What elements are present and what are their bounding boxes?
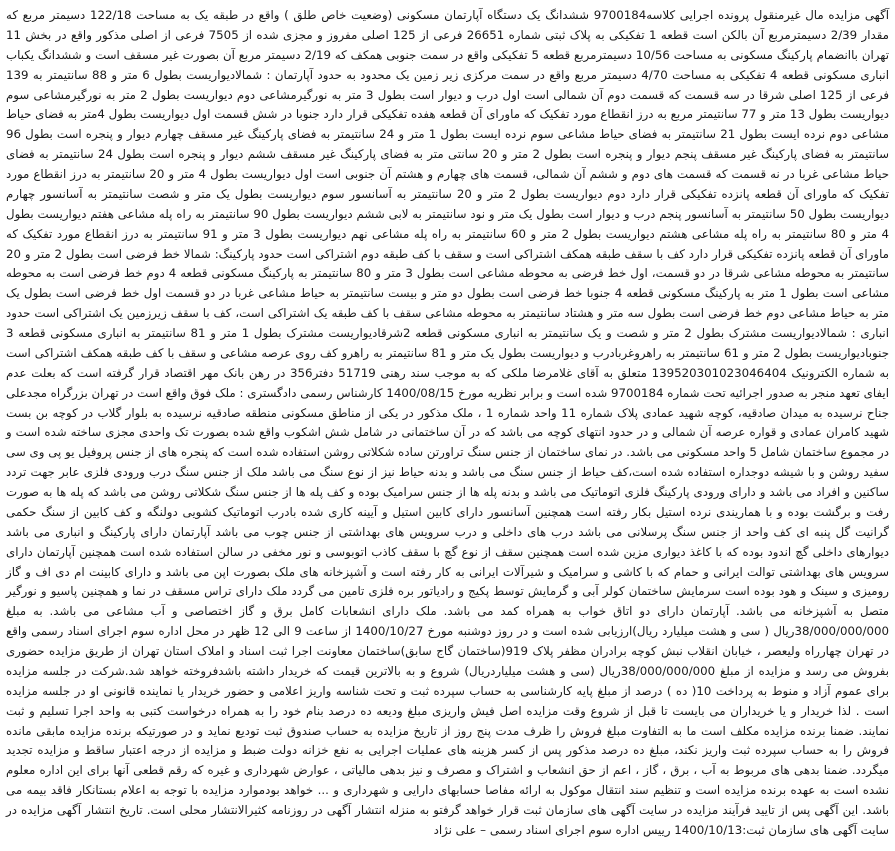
auction-notice-text: آگهی مزایده مال غیرمنقول پرونده اجرایی کلاسه9700184 ششدانگ یک دستگاه آپارتمان مسکونی (وضعیت خاص طلق ) واقع در طبقه یک به مساحت 122/18 دسیمتر مربع که مقدار 2/39 دسیمترمربع آن بالکن است قطعه 1 تفکیکی به پلاک ثبتی شماره 26651 فرعی از 125 اصلی مفروز و مجزی شده از 7505 فرعی از اصلی مذکور واقع در بخش 11 تهران باانضمام پارکینگ مسکونی به مساحت 10/56 دسیمترمربع قطعه 5 تفکیکی واقع در سمت جنوبی همکف که 2/19 دسیمتر مربع آن بصورت غیر مسقف است و ششدانگ یکباب انباری مسکونی قطعه 4 تفکیکی به مساحت 4/70 دسیمتر مربع واقع در سمت مرکزی زیر زمین یک محدود به حدود آپارتمان : شمالادیواریست بطول 6 متر و 88 سانتیمتر به 139 فرعی از 125 اصلی شرقا در سه قسمت که قسمت دوم آن شمالی است اول درب و دیوار است بطول 3 متر به نورگیرمشاعی دوم دیواریست بطول 2 متر به نورگیرمشاعی سوم دیواریست بطول 13 متر و 77 سانتیمتر مربع به درز انقطاع مورد تفکیک که ماورای آن قطعه هفده تفکیکی قرار دارد جنوبا در شش قسمت اول دیواریست بطول 4متر به فضای حیاط مشاعی دوم نرده ایست بطول 21 سانتیمتر به فضای حیاط مشاعی سوم نرده ایست بطول 1 متر و 24 سانتیمتر به فضای پارکینگ غیر مسقف چهارم دیوار و پنجره است بطول 96 سانتیمتر به فضای پارکینگ غیر مسقف پنجم دیوار و پنجره است بطول 2 متر و 20 سانتی متر به فضای پارکینگ غیر مسقف ششم دیوار و پنجره است بطول 24 سانتیمتر به فضای حیاط مشاعی غربا در نه قسمت که قسمت های دوم و ششم آن شمالی، قسمت های چهارم و هشتم آن جنوبی است اول دیواریست بطول 4 متر و 20 سانتیمتر به درز انقطاع مورد تفکیک که ماورای آن قطعه پانزده تفکیکی قرار دارد دوم دیواریست بطول 2 متر و 20 سانتیمتر به آسانسور سوم دیواریست بطول یک متر و شصت سانتیمتر به آسانسور چهارم دیواریست بطول 50 سانتیمتر به آسانسور پنجم درب و دیوار است بطول یک متر و نود سانتیمتر به لابی ششم دیواریست بطول 90 سانتیمتر به راه پله مشاعی هفتم دیواریست بطول 4 متر و 80 سانتیمتر به راه پله مشاعی هشتم دیواریست بطول 2 متر و 60 سانتیمتر به راه پله مشاعی نهم دیواریست بطول 3 متر و 91 سانتیمتر به درز انقطاع مورد تفکیک که ماورای آن قطعه پانزده تفکیکی قرار دارد کف با سقف طبقه همکف اشتراکی است و سقف با کف طبقه دوم اشتراکی است حدود پارکینگ: شمالا خط فرضی است بطول 2 متر و 20 سانتیمتر به محوطه مشاعی شرقا در دو قسمت، اول خط فرضی به محوطه مشاعی است بطول 3 متر و 80 سانتیمتر به پارکینگ مسکونی قطعه 4 دوم خط فرضی است به محوطه مشاعی است بطول 1 متر به پارکینگ مسکونی قطعه 4 جنوبا خط فرضی است بطول دو متر و بیست سانتیمتر به حیاط مشاعی غربا در دو قسمت اول خط فرضی است بطول یک متر به حیاط مشاعی دوم خط فرضی است بطول سه متر و هشتاد سانتیمتر به محوطه مشاعی سقف با کف طبقه یک اشتراکی است، کف با سقف زیرزمین یک اشتراکی است حدود انباری : شمالادیواریست مشترک بطول 2 متر و شصت و یک سانتیمتر به انباری مسکونی قطعه 2شرقادیواریست مشترک بطول 1 متر و 81 سانتیمتر به انباری مسکونی قطعه 3 جنوبادیواریست بطول 2 متر و 61 سانتیمتر به راهروغربادرب و دیواریست بطول یک متر و 81 سانتیمتر به راهرو کف روی عرصه مشاعی و سقف با کف طبقه همکف اشتراکی است به شماره الکترونیک 139520301023046404 متعلق به آقای غلامرضا ملکی که به موجب سند رهنی 51719 دفتر356 در رهن بانک مهر اقتصاد قرار گرفته است که بعلت عدم ایفای تعهد منجر به صدور اجرائیه تحت شماره 9700184 شده است و برابر نظریه مورخ 1400/08/15 کارشناس رسمی دادگستری : ملک فوق واقع است در تهران بزرگراه مجدعلی جناح نرسیده به میدان صادقیه، کوچه شهید عمادی پلاک شماره 11 واحد شماره 1 ، ملک مذکور در یکی از مناطق مسکونی منطقه صادقیه نرسیده به بلوار گلاب در کوچه بن بست شهید کامران عمادی و قواره عرصه آن شمالی و در حدود انتهای کوچه می باشد که در آن ساختمانی در شامل شش اشکوب واقع شده بصورت تک واحدی مجزی ساخته شده است و در مجموع ساختمان شامل 5 واحد مسکونی می باشد. در نمای ساختمان از جنس سنگ تراورتن ساده شکلاتی روشن استفاده شده است که پنجره های از جنس پروفیل یو پی وی سی سفید روشن و با شیشه دوجداره استفاده شده است،کف حیاط از جنس سنگ می باشد و بدنه حیاط نیز از نوع سنگ می باشد ملک از جنس سنگ درب ورودی فلزی عابر جهت تردد ساکنین و افراد می باشد و دارای ورودی پارکینگ فلزی اتوماتیک می باشد و بدنه پله ها از جنس سرامیک بوده و کف پله ها از جنس سنگ شکلاتی روشن می باشد که پله ها به صورت رفت و برگشت بوده و با هماریندی نرده استیل بکار رفته است همچنین آسانسور دارای کابین استیل و آیینه کاری شده بادرب اتوماتیک کشویی دولنگه و کف کابین از سنگ حکمی گرانیت گل پنبه ای کف واحد از جنس سنگ پرسلانی می باشد درب های داخلی و درب سرویس های بهداشتی از جنس چوب می باشد آپارتمان دارای پارکینگ و انباری می باشد دیوارهای داخلی گچ اندود بوده که با کاغذ دیواری مزین شده است همچنین سقف از نوع گچ با سقف کاذب اتوبوسی و نور مخفی در سالن استفاده شده است همچنین آپارتمان دارای سرویس های بهداشتی توالت ایرانی و حمام که با کاشی و سرامیک و شیرآلات ایرانی به کار رفته است و آشپزخانه های ملک بصورت اپن می باشد و دارای کابینت ام دی اف و گاز رومیزی و سینک و هود بوده است سرمایش ساختمان کولر آبی و گرمایش توسط پکیج و رادیاتور بره فلزی تامین می گردد ملک دارای تراس مسقف در نما و همچنین پاسیو و نورگیر متصل به آشپزخانه می باشد. آپارتمان دارای دو اتاق خواب به همراه کمد می باشد. ملک دارای انشعابات کامل برق و گاز اختصاصی و آب مشاعی می باشد. به مبلغ 38/000/000/000ریال ( سی و هشت میلیارد ریال)ارزیابی شده است و در روز دوشنبه مورخ 1400/10/27 از ساعت 9 الی 12 ظهر در محل اداره سوم اجرای اسناد رسمی واقع در تهران چهارراه ولیعصر ، خیابان انقلاب نبش کوچه برادران مظفر پلاک 919(ساختمان گاج سابق)ساختمان معاونت اجرا ثبت اسناد و املاک استان تهران از طریق مزایده حضوری بفروش می رسد و مزایده از مبلغ 38/000/000/000ریال (سی و هشت میلیاردریال) شروع و به بالاترین قیمت که خریدار داشته باشدفروخته خواهد شد.شرکت در جلسه مزایده برای عموم آزاد و منوط به پرداخت 10( ده ) درصد از مبلغ پایه کارشناسی به حساب سپرده ثبت و تحت شناسه واریز اعلامی و حضور خریدار یا نماینده قانونی او در جلسه مزایده است . لذا خریدار و یا خریداران می بایست تا قبل از شروع وقت مزایده اصل فیش واریزی مبلغ ودیعه ده درصد بنام خود را به همراه درخواست کتبی به واحد اجرا تسلیم و ثبت نمایند. ضمنا برنده مزایده مکلف است ما به التفاوت مبلغ فروش را ظرف مدت پنج روز از تاریخ مزایده به حساب صندوق ثبت تودیع نماید و در صورتیکه برنده مزایده مابقی مانده فروش را به حساب سپرده ثبت واریز نکند، مبلغ ده درصد مذکور پس از کسر هزینه های عملیات اجرایی به نفع خزانه دولت ضبط و مزایده از درجه اعتبار ساقط و مزایده تجدید میگردد. ضمنا بدهی های مربوط به آب ، برق ، گاز ، اعم از حق انشعاب و اشتراک و مصرف و نیز بدهی مالیاتی ، عوارض شهرداری و غیره که رقم قطعی آنها برای این اداره معلوم نشده است به عهده برنده مزایده است و تنظیم سند انتقال موکول به ارائه مفاصا حسابهای دارایی و شهرداری و ... خواهد بودموارد مزایده با توجه به اعلام بستانکار فاقد بیمه می باشد. این آگهی پس از تایید فرآیند مزایده در سایت آگهی های سازمان ثبت قرار خواهد گرفتو به منزله انتشار آگهی در روزنامه کثیرالانتشار محلی است. تاریخ انتشار آگهی مزایده در سایت آگهی های سازمان ثبت:1400/10/13 رییس اداره سوم اجرای اسناد رسمی – علی نژاد	[6, 8, 890, 837]
